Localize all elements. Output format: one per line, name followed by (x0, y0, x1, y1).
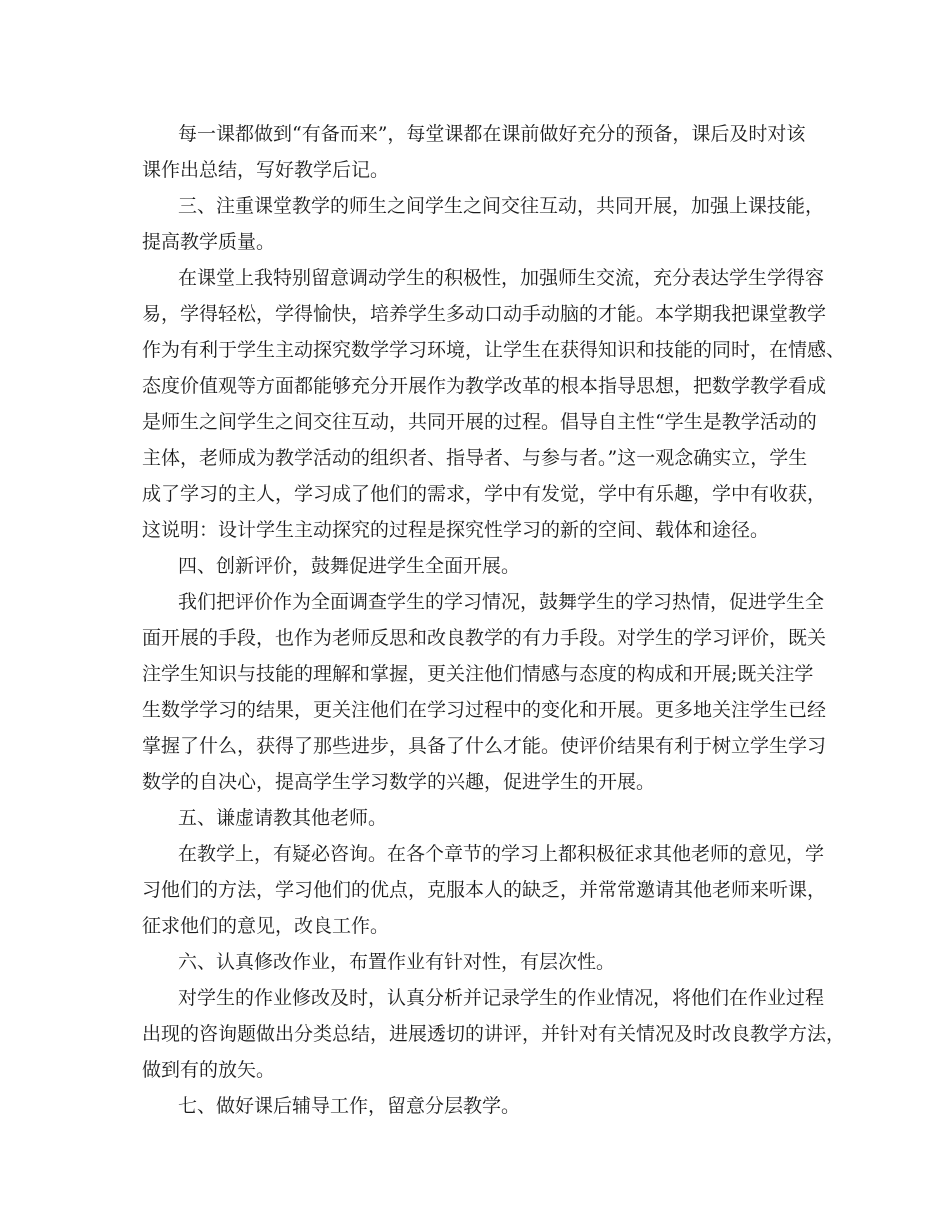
paragraph-line: 注学生知识与技能的理解和掌握，更关注他们情感与态度的构成和开展;既关注学 (142, 663, 814, 685)
paragraph-line: 我们把评价作为全面调查学生的学习情况，鼓舞学生的学习热情，促进学生全 (178, 591, 825, 613)
paragraph-line: 掌握了什么，获得了那些进步，具备了什么才能。使评价结果有利于树立学生学习 (142, 735, 827, 757)
paragraph-line: 成了学习的主人，学习成了他们的需求，学中有发觉，学中有乐趣，学中有收获， (142, 483, 827, 505)
paragraph-line: 做到有的放矢。 (142, 1059, 276, 1081)
paragraph-line: 征求他们的意见，改良工作。 (142, 915, 390, 937)
section-heading-3-cont: 提高教学质量。 (142, 231, 276, 253)
paragraph-line: 态度价值观等方面都能够充分开展作为教学改革的根本指导思想，把数学教学看成 (142, 375, 827, 397)
paragraph-line: 在教学上，有疑必咨询。在各个章节的学习上都积极征求其他老师的意见，学 (178, 843, 825, 865)
paragraph-line: 习他们的方法，学习他们的优点，克服本人的缺乏，并常常邀请其他老师来听课， (142, 879, 827, 901)
paragraph-line: 生数学学习的结果，更关注他们在学习过程中的变化和开展。更多地关注学生已经 (142, 699, 827, 721)
section-heading-4: 四、创新评价，鼓舞促进学生全面开展。 (178, 555, 521, 577)
paragraph-line: 对学生的作业修改及时，认真分析并记录学生的作业情况，将他们在作业过程 (178, 987, 825, 1009)
section-heading-7: 七、做好课后辅导工作，留意分层教学。 (178, 1095, 521, 1117)
paragraph-line: 课作出总结，写好教学后记。 (142, 159, 390, 181)
paragraph-line: 每一课都做到“有备而来”，每堂课都在课前做好充分的预备，课后及时对该 (178, 123, 806, 145)
paragraph-line: 面开展的手段，也作为老师反思和改良教学的有力手段。对学生的学习评价，既关 (142, 627, 827, 649)
paragraph-line: 主体，老师成为教学活动的组织者、指导者、与参与者。”这一观念确实立，学生 (142, 447, 808, 469)
paragraph-line: 数学的自决心，提高学生学习数学的兴趣，促进学生的开展。 (142, 771, 656, 793)
paragraph-line: 作为有利于学生主动探究数学学习环境，让学生在获得知识和技能的同时，在情感、 (142, 339, 846, 361)
paragraph-line: 是师生之间学生之间交往互动，共同开展的过程。倡导自主性“学生是教学活动的 (142, 411, 817, 433)
paragraph-line: 在课堂上我特别留意调动学生的积极性，加强师生交流，充分表达学生学得容 (178, 267, 825, 289)
section-heading-3: 三、注重课堂教学的师生之间学生之间交往互动，共同开展，加强上课技能， (178, 195, 825, 217)
section-heading-6: 六、认真修改作业，布置作业有针对性，有层次性。 (178, 951, 616, 973)
paragraph-line: 出现的咨询题做出分类总结，进展透切的讲评，并针对有关情况及时改良教学方法， (142, 1023, 846, 1045)
section-heading-5: 五、谦虚请教其他老师。 (178, 807, 388, 829)
paragraph-line: 易，学得轻松，学得愉快，培养学生多动口动手动脑的才能。本学期我把课堂教学 (142, 303, 827, 325)
paragraph-line: 这说明：设计学生主动探究的过程是探究性学习的新的空间、载体和途径。 (142, 519, 770, 541)
